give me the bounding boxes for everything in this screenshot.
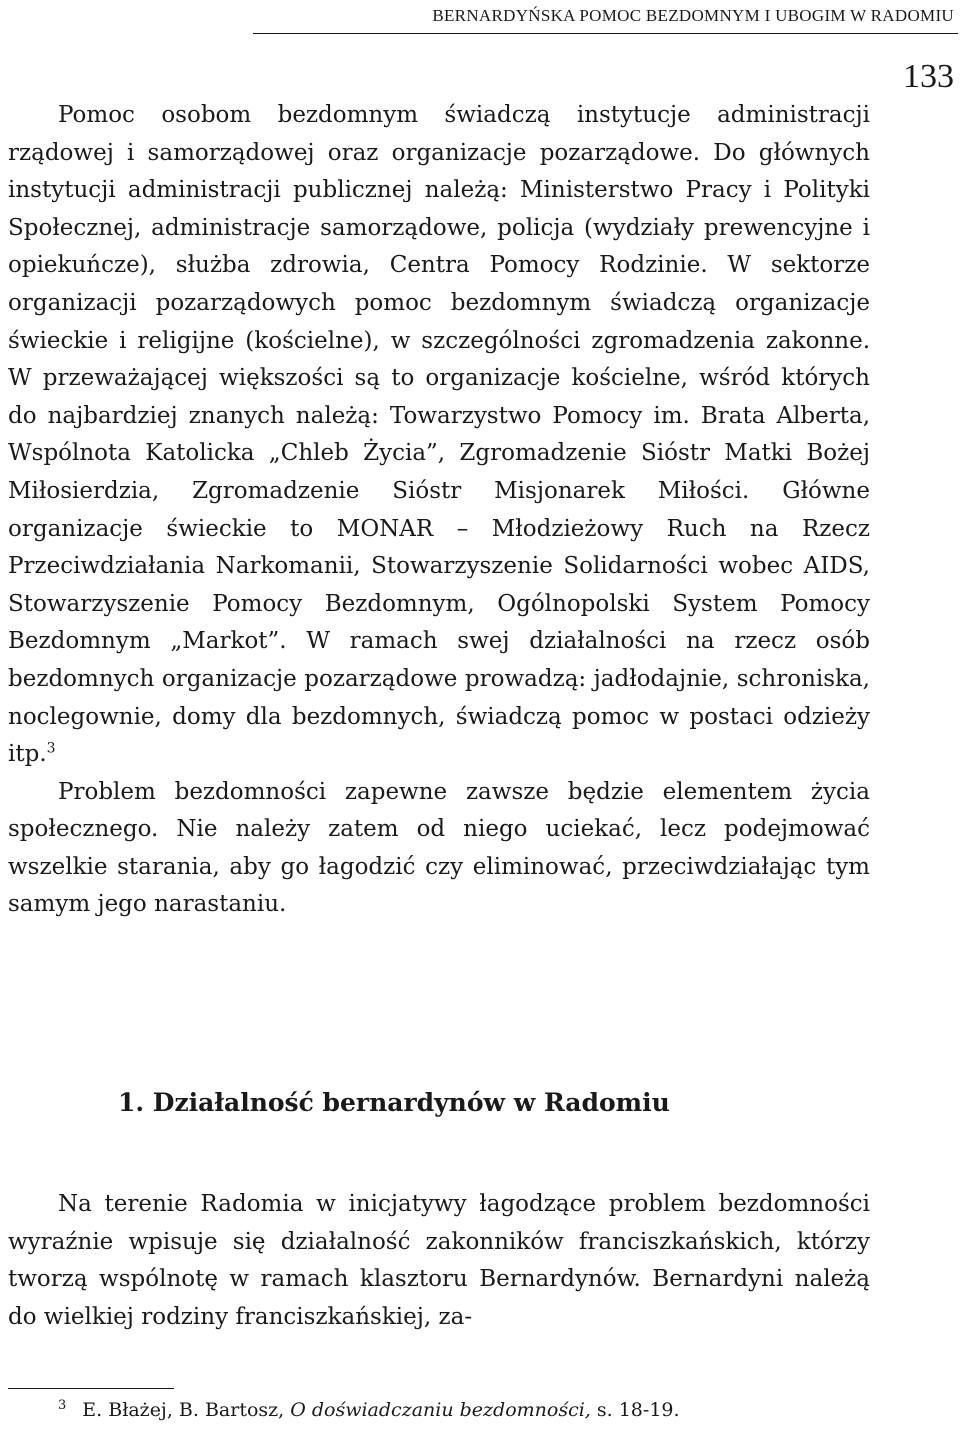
footnote xyxy=(58,1399,680,1421)
footnote-number: 3 xyxy=(58,1397,67,1413)
running-head: BERNARDYŃSKA POMOC BEZDOMNYM I UBOGIM W RADOMIU xyxy=(432,6,954,25)
body-block-lower xyxy=(8,1186,870,1336)
paragraph-3: Na terenie Radomia w inicjatywy łagodzące problem bezdomności wyraźnie wpisuje się działalność zakonników franciszkańskich, którzy tworzą wspólnotę w ramach klasztoru Bernardynów. Bernardyni należą do wielkiej rodziny franciszkańskiej, za- xyxy=(8,1191,870,1330)
paragraph-1-text: Pomoc osobom bezdomnym świadczą instytucje administracji rządowej i samorządowej oraz organizacje pozarządowe. Do głównych instytucji administracji publicznej należą: Ministerstwo Pracy i Polityki Społecznej, administracje samorządowe, policja (wydziały prewencyjne i opiekuńcze), służba zdrowia, Centra Pomocy Rodzinie. W sektorze organizacji pozarządowych pomoc bezdomnym świadczą organizacje świeckie i religijne (kościelne), w szczególności zgromadzenia zakonne. W przeważającej większości są to organizacje kościelne, wśród których do najbardziej znanych należą: Towarzystwo Pomocy im. Brata Alberta, Wspólnota Katolicka „Chleb Życia”, Zgromadzenie Sióstr Matki Bożej Miłosierdzia, Zgromadzenie Sióstr Misjonarek Miłości. Główne organizacje świeckie to MONAR – Młodzieżowy Ruch na Rzecz Przeciwdziałania Narkomanii, Stowarzyszenie Solidarności wobec AIDS, Stowarzyszenie Pomocy Bezdomnym, Ogólnopolski System Pomocy Bezdomnym „Markot”. W ramach swej działalności na rzecz osób bezdomnych organizacje pozarządowe prowadzą: jadłodajnie, schroniska, noclegownie, domy dla bezdomnych, świadczą pomoc w postaci odzieży itp. xyxy=(8,102,870,768)
paragraph-2: Problem bezdomności zapewne zawsze będzie elementem życia społecznego. Nie należy zatem od niego uciekać, lecz podejmować wszelkie starania, aby go łagodzić czy eliminować, przeciwdziałając tym samym jego narastaniu. xyxy=(8,778,870,918)
footnote-rule xyxy=(8,1388,174,1389)
footnote-title: O doświadczaniu bezdomności, xyxy=(290,1399,591,1421)
body-block-upper xyxy=(8,97,870,924)
footnote-authors: E. Błażej, B. Bartosz, xyxy=(82,1399,285,1421)
header-rule xyxy=(253,33,958,34)
footnote-reference: 3 xyxy=(46,740,56,757)
section-heading: 1. Działalność bernardynów w Radomiu xyxy=(118,1088,670,1117)
page-number: 133 xyxy=(903,58,954,95)
footnote-pages: s. 18-19. xyxy=(596,1399,680,1421)
paragraph-1 xyxy=(8,97,870,774)
